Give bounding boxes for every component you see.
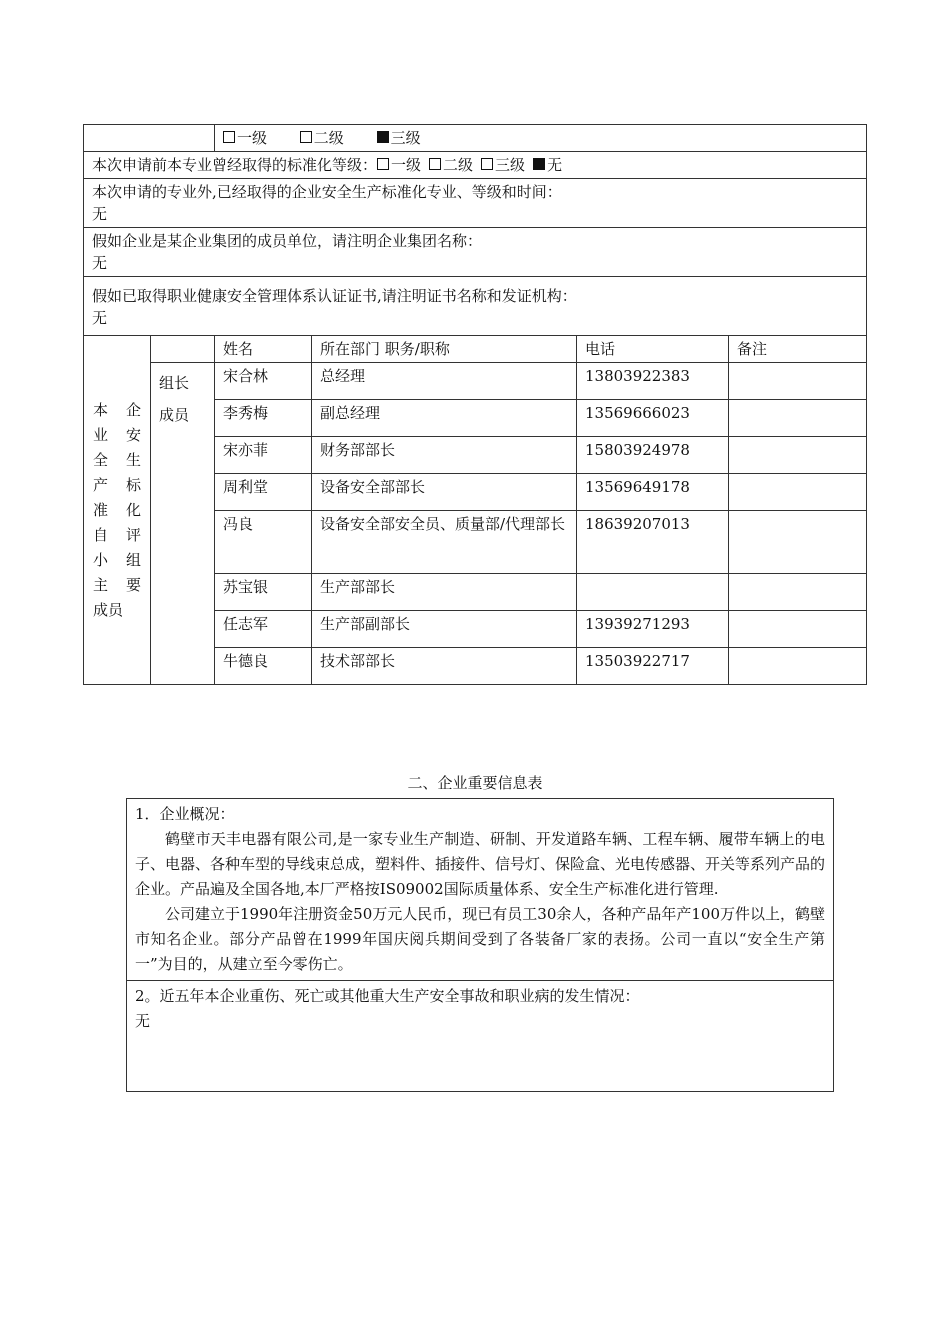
member-phone: 13803922383 <box>577 363 729 400</box>
prior-level-cell <box>84 152 867 179</box>
member-phone: 13939271293 <box>577 611 729 648</box>
member-dept: 总经理 <box>312 363 577 400</box>
header-name: 姓名 <box>215 336 312 363</box>
member-name: 李秀梅 <box>215 400 312 437</box>
prior-level-option-none[interactable]: 无 <box>533 154 562 176</box>
checkbox-empty-icon <box>223 131 235 143</box>
member-dept: 设备安全部部长 <box>312 474 577 511</box>
role-leader: 组长 <box>159 374 190 392</box>
member-name: 宋合林 <box>215 363 312 400</box>
accidents-cell <box>127 981 834 1092</box>
checkbox-filled-icon <box>533 158 545 170</box>
member-note <box>729 363 867 400</box>
member-dept: 财务部部长 <box>312 437 577 474</box>
team-side-label: 本企 业安 全生 产标 准化 自评 小组 主要 成员 <box>84 336 151 685</box>
member-name: 冯良 <box>215 511 312 574</box>
level-row-blank <box>84 125 215 152</box>
member-dept: 技术部部长 <box>312 648 577 685</box>
overview-heading: 1．企业概况： <box>135 805 235 823</box>
group-question: 假如企业是某企业集团的成员单位，请注明企业集团名称： <box>92 232 483 250</box>
other-majors-question: 本次申请的专业外,已经取得的企业安全生产标准化专业、等级和时间： <box>92 183 562 201</box>
member-phone: 18639207013 <box>577 511 729 574</box>
level-row <box>84 125 867 152</box>
member-note <box>729 437 867 474</box>
checkbox-empty-icon <box>481 158 493 170</box>
member-note <box>729 611 867 648</box>
member-phone: 13569649178 <box>577 474 729 511</box>
member-note <box>729 474 867 511</box>
prior-level-option-1[interactable]: 一级 <box>377 154 421 176</box>
team-header-role-blank <box>151 336 215 363</box>
group-row <box>84 228 867 277</box>
member-name: 牛德良 <box>215 648 312 685</box>
member-dept: 设备安全部安全员、质量部/代理部长 <box>312 511 577 574</box>
member-phone: 15803924978 <box>577 437 729 474</box>
header-note: 备注 <box>729 336 867 363</box>
certificate-cell <box>84 277 867 336</box>
checkbox-empty-icon <box>377 158 389 170</box>
role-member: 成员 <box>159 406 190 424</box>
certificate-row <box>84 277 867 336</box>
role-cell <box>151 363 215 685</box>
header-phone: 电话 <box>577 336 729 363</box>
certificate-answer: 无 <box>92 309 108 327</box>
member-name: 周利堂 <box>215 474 312 511</box>
member-dept: 生产部部长 <box>312 574 577 611</box>
prior-level-label: 本次申请前本专业曾经取得的标准化等级： <box>92 156 378 174</box>
group-cell <box>84 228 867 277</box>
checkbox-empty-icon <box>300 131 312 143</box>
prior-level-option-2[interactable]: 二级 <box>429 154 473 176</box>
other-majors-row <box>84 179 867 228</box>
prior-level-row <box>84 152 867 179</box>
other-majors-answer: 无 <box>92 205 108 223</box>
member-phone <box>577 574 729 611</box>
other-majors-cell <box>84 179 867 228</box>
accidents-row <box>127 981 834 1092</box>
enterprise-info-table <box>126 798 834 1092</box>
prior-level-option-3[interactable]: 三级 <box>481 154 525 176</box>
level-option-2[interactable]: 二级 <box>300 127 344 149</box>
section2-title: 二、企业重要信息表 <box>407 774 543 792</box>
table-row <box>84 363 867 400</box>
header-dept: 所在部门 职务/职称 <box>312 336 577 363</box>
member-note <box>729 574 867 611</box>
member-note <box>729 511 867 574</box>
overview-row <box>127 799 834 981</box>
member-dept: 副总经理 <box>312 400 577 437</box>
accidents-answer: 无 <box>135 1012 151 1030</box>
member-phone: 13569666023 <box>577 400 729 437</box>
member-name: 苏宝银 <box>215 574 312 611</box>
member-name: 宋亦菲 <box>215 437 312 474</box>
member-note <box>729 400 867 437</box>
level-option-1[interactable]: 一级 <box>223 127 267 149</box>
overview-paragraph-1: 鹤壁市天丰电器有限公司,是一家专业生产制造、研制、开发道路车辆、工程车辆、履带车辆上的电子、电器、各种车型的导线束总成，塑料件、插接件、信号灯、保险盒、光电传感器、开关等系列产品的企业。产品遍及全国各地,本厂严格按IS09002国际质量体系、安全生产标准化进行管理. <box>135 830 826 898</box>
level-option-3[interactable]: 三级 <box>377 127 421 149</box>
overview-cell <box>127 799 834 981</box>
level-options <box>215 125 867 152</box>
member-name: 任志军 <box>215 611 312 648</box>
checkbox-empty-icon <box>429 158 441 170</box>
group-answer: 无 <box>92 254 108 272</box>
member-dept: 生产部副部长 <box>312 611 577 648</box>
overview-paragraph-2: 公司建立于1990年注册资金50万元人民币，现已有员工30余人，各种产品年产100万件以上，鹤壁市知名企业。部分产品曾在1999年国庆阅兵期间受到了各装备厂家的表扬。公司一直以“安全生产第一”为目的，从建立至今零伤亡。 <box>135 905 825 973</box>
certificate-question: 假如已取得职业健康安全管理体系认证证书,请注明证书名称和发证机构： <box>92 287 577 305</box>
member-note <box>729 648 867 685</box>
member-phone: 13503922717 <box>577 648 729 685</box>
application-info-table <box>83 124 867 685</box>
accidents-heading: 2。近五年本企业重伤、死亡或其他重大生产安全事故和职业病的发生情况： <box>135 987 640 1005</box>
checkbox-filled-icon <box>377 131 389 143</box>
team-header-row <box>84 336 867 363</box>
